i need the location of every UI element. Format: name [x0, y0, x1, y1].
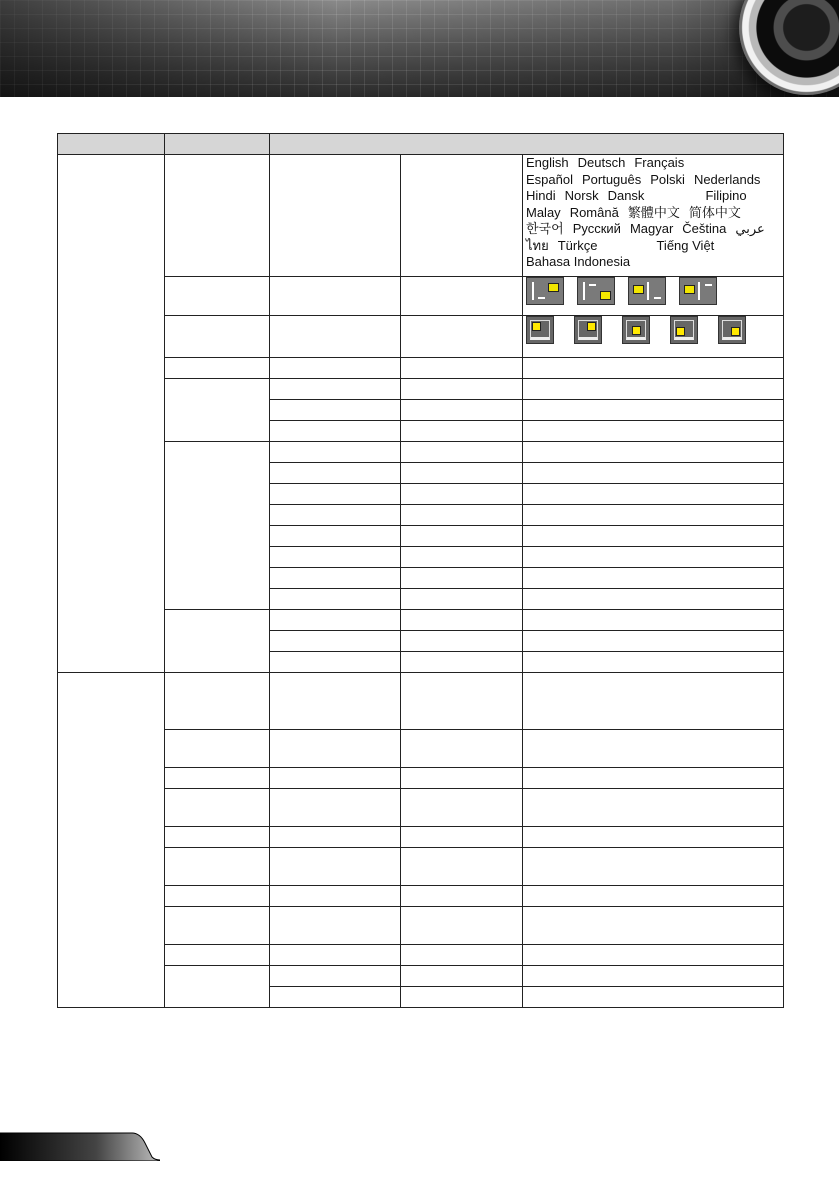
language-item[interactable]: Norsk: [564, 188, 599, 203]
table-cell: [523, 730, 784, 768]
language-item[interactable]: Polski: [650, 171, 685, 187]
table-cell: [401, 886, 523, 907]
table-cell: [523, 673, 784, 730]
table-cell: [270, 589, 401, 610]
header-cell-settings: [270, 134, 784, 155]
table-cell: [401, 848, 523, 886]
table-cell: [523, 463, 784, 484]
table-cell: [523, 945, 784, 966]
table-cell: [523, 526, 784, 547]
bottom-left-icon[interactable]: [670, 316, 698, 344]
table-cell: [270, 610, 401, 631]
sub-menu-cell: [165, 442, 270, 610]
sub-menu-cell: [165, 768, 270, 789]
language-item[interactable]: Tiếng Việt: [656, 237, 715, 253]
table-cell: [523, 379, 784, 400]
table-cell: [270, 568, 401, 589]
table-cell: [270, 631, 401, 652]
table-cell: [270, 463, 401, 484]
table-cell: [270, 730, 401, 768]
table-row-projection: [58, 277, 784, 316]
table-cell: [523, 886, 784, 907]
language-item[interactable]: Français: [634, 155, 685, 170]
table-cell: [270, 966, 401, 987]
table-cell: [401, 505, 523, 526]
language-item[interactable]: English: [526, 155, 569, 170]
language-item[interactable]: عربي: [735, 221, 765, 236]
sub-menu-cell: [165, 277, 270, 316]
language-item[interactable]: Deutsch: [577, 155, 626, 170]
sub-menu-cell: [165, 316, 270, 358]
language-item[interactable]: Malay: [526, 204, 561, 220]
table-cell: [523, 484, 784, 505]
language-item[interactable]: Nederlands: [693, 171, 761, 187]
table-cell: [523, 848, 784, 886]
table-cell: [270, 526, 401, 547]
table-cell: [401, 526, 523, 547]
language-item[interactable]: Magyar: [629, 221, 674, 236]
top-right-icon[interactable]: [574, 316, 602, 344]
table-row-menu-location: [58, 316, 784, 358]
table-cell: [270, 505, 401, 526]
table-cell: [270, 945, 401, 966]
table-row: [58, 379, 784, 400]
table-cell: [523, 505, 784, 526]
table-row: [58, 730, 784, 768]
menu-location-icons-cell: [523, 316, 784, 358]
front-desktop-icon[interactable]: [526, 277, 564, 305]
language-item[interactable]: Čeština: [682, 221, 727, 236]
table-cell: [523, 568, 784, 589]
table-row: [58, 907, 784, 945]
sub-menu-cell: [165, 379, 270, 442]
table-row: [58, 827, 784, 848]
sub-menu-cell: [165, 827, 270, 848]
table-cell: [401, 589, 523, 610]
table-cell: [401, 358, 523, 379]
table-header-row: [58, 134, 784, 155]
table-cell: [523, 768, 784, 789]
table-cell: [270, 442, 401, 463]
table-cell: [401, 568, 523, 589]
sub-menu-cell: [165, 358, 270, 379]
table-cell: [523, 907, 784, 945]
table-cell: [270, 547, 401, 568]
header-shade: [0, 0, 839, 97]
top-left-icon[interactable]: [526, 316, 554, 344]
page-header-banner: [0, 0, 839, 97]
rear-desktop-icon[interactable]: [577, 277, 615, 305]
rear-ceiling-icon[interactable]: [679, 277, 717, 305]
table-cell: [270, 673, 401, 730]
table-cell: [270, 768, 401, 789]
table-cell: [401, 442, 523, 463]
table-cell: [401, 316, 523, 358]
table-cell: [270, 379, 401, 400]
table-cell: [401, 673, 523, 730]
center-icon[interactable]: [622, 316, 650, 344]
table-row: [58, 886, 784, 907]
sub-menu-cell: [165, 848, 270, 886]
table-cell: [401, 768, 523, 789]
table-cell: [270, 277, 401, 316]
table-row-language: [58, 155, 784, 277]
table-cell: [401, 827, 523, 848]
table-cell: [401, 379, 523, 400]
header-cell-main-menu: [58, 134, 165, 155]
table-cell: [401, 907, 523, 945]
table-cell: [401, 547, 523, 568]
language-options-cell: [523, 155, 784, 277]
table-row: [58, 610, 784, 631]
table-cell: [523, 789, 784, 827]
table-cell: [523, 547, 784, 568]
sub-menu-cell: [165, 966, 270, 1008]
sub-menu-cell: [165, 730, 270, 768]
table-cell: [270, 652, 401, 673]
table-row: [58, 966, 784, 987]
table-cell: [523, 827, 784, 848]
table-cell: [523, 421, 784, 442]
table-row: [58, 442, 784, 463]
language-item[interactable]: 简体中文: [688, 204, 741, 220]
table-cell: [270, 316, 401, 358]
table-cell: [270, 789, 401, 827]
table-cell: [270, 848, 401, 886]
table-cell: [523, 610, 784, 631]
language-item[interactable]: Português: [581, 171, 642, 187]
language-item[interactable]: Bahasa Indonesia: [526, 254, 631, 269]
main-menu-cell-group-1: [58, 155, 165, 673]
language-item[interactable]: Română: [569, 204, 619, 220]
table-cell: [401, 730, 523, 768]
table-cell: [401, 610, 523, 631]
table-cell: [523, 652, 784, 673]
table-row: [58, 789, 784, 827]
table-cell: [401, 987, 523, 1008]
table-cell: [270, 421, 401, 442]
sub-menu-cell: [165, 155, 270, 277]
language-item[interactable]: Hindi: [526, 188, 556, 203]
table-row: [58, 673, 784, 730]
table-cell: [401, 277, 523, 316]
main-menu-cell-group-2: [58, 673, 165, 1008]
table-cell: [401, 400, 523, 421]
sub-menu-cell: [165, 673, 270, 730]
language-item[interactable]: Filipino: [705, 188, 747, 203]
language-item[interactable]: Русский: [572, 221, 621, 236]
language-item[interactable]: Dansk: [607, 188, 645, 203]
table-cell: [270, 155, 401, 277]
language-item[interactable]: Español: [526, 171, 573, 187]
language-item[interactable]: ไทย: [526, 237, 549, 253]
header-cell-sub-menu: [165, 134, 270, 155]
table-cell: [401, 631, 523, 652]
table-cell: [270, 827, 401, 848]
table-cell: [401, 789, 523, 827]
table-cell: [523, 589, 784, 610]
table-cell: [401, 463, 523, 484]
osd-menu-table: [57, 133, 784, 1008]
sub-menu-cell: [165, 886, 270, 907]
table-cell: [270, 907, 401, 945]
table-cell: [270, 886, 401, 907]
sub-menu-cell: [165, 945, 270, 966]
bottom-right-icon[interactable]: [718, 316, 746, 344]
table-cell: [270, 484, 401, 505]
sub-menu-cell: [165, 789, 270, 827]
table-cell: [523, 442, 784, 463]
table-row: [58, 848, 784, 886]
table-cell: [401, 652, 523, 673]
table-cell: [270, 400, 401, 421]
page-number-tab: [0, 1131, 160, 1161]
table-cell: [401, 966, 523, 987]
language-item[interactable]: 繁體中文: [627, 204, 680, 220]
table-cell: [270, 358, 401, 379]
table-cell: [401, 945, 523, 966]
table-cell: [270, 987, 401, 1008]
sub-menu-cell: [165, 907, 270, 945]
table-cell: [523, 400, 784, 421]
table-row: [58, 358, 784, 379]
table-cell: [523, 987, 784, 1008]
table-cell: [523, 358, 784, 379]
front-ceiling-icon[interactable]: [628, 277, 666, 305]
table-cell: [401, 155, 523, 277]
table-cell: [401, 484, 523, 505]
table-row: [58, 945, 784, 966]
language-item[interactable]: Türkçe: [557, 237, 598, 253]
table-cell: [523, 966, 784, 987]
table-row: [58, 768, 784, 789]
table-cell: [401, 421, 523, 442]
table-cell: [523, 631, 784, 652]
sub-menu-cell: [165, 610, 270, 673]
language-item[interactable]: 한국어: [526, 221, 564, 236]
projection-icons-cell: [523, 277, 784, 316]
